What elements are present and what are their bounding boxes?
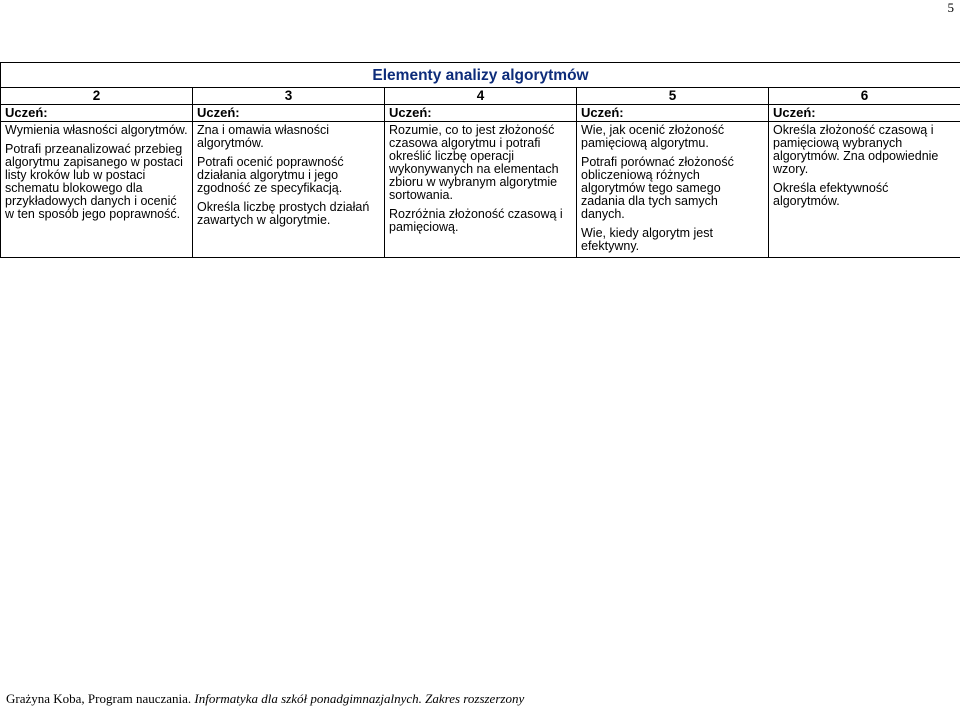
student-label: Uczeń:: [385, 105, 577, 122]
requirement-text: Wie, jak ocenić złożoność pamięciową algorytmu.: [581, 123, 725, 150]
requirement-text: Zna i omawia własności algorytmów.: [197, 123, 329, 150]
grade-2-requirements: [1, 122, 193, 258]
student-label: Uczeń:: [1, 105, 193, 122]
grade-5-requirements: [577, 122, 769, 258]
page-footer: [6, 691, 524, 707]
page-number: 5: [947, 0, 954, 15]
table-title: Elementy analizy algorytmów: [1, 63, 960, 88]
student-label-row: [1, 105, 960, 122]
requirement-text: Określa liczbę prostych działań zawartych w algorytmie.: [197, 200, 370, 227]
requirement-text: Określa efektywność algorytmów.: [773, 181, 889, 208]
grade-6-requirements: [769, 122, 960, 258]
grade-3-requirements: [193, 122, 385, 258]
requirement-text: Potrafi ocenić poprawność działania algorytmu i jego zgodność ze specyfikacją.: [197, 155, 344, 195]
footer-title: Informatyka dla szkół ponadgimnazjalnych. Zakres rozszerzony: [194, 691, 525, 706]
grade-header: 2: [1, 88, 193, 105]
grade-4-requirements: [385, 122, 577, 258]
grade-header: 4: [385, 88, 577, 105]
footer-author: Grażyna Koba, Program nauczania.: [6, 691, 195, 706]
requirement-text: Potrafi porównać złożoność obliczeniową różnych algorytmów tego samego zadania dla tych samych danych.: [581, 155, 734, 221]
title-row: [1, 63, 960, 88]
requirement-text: Określa złożoność czasową i pamięciową wybranych algorytmów. Zna odpowiednie wzory.: [773, 123, 939, 176]
grades-row: [1, 88, 960, 105]
requirement-text: Wymienia własności algorytmów.: [5, 123, 188, 137]
requirement-text: Wie, kiedy algorytm jest efektywny.: [581, 226, 713, 253]
grade-header: 5: [577, 88, 769, 105]
student-label: Uczeń:: [577, 105, 769, 122]
student-label: Uczeń:: [193, 105, 385, 122]
student-label: Uczeń:: [769, 105, 960, 122]
grade-header: 6: [769, 88, 960, 105]
requirement-text: Rozumie, co to jest złożoność czasowa algorytmu i potrafi określić liczbę operacji wykonywanych na elementach zbioru w wybranym algorytmie sortowania.: [389, 123, 559, 202]
requirements-table: [0, 62, 960, 258]
requirement-text: Potrafi przeanalizować przebieg algorytmu zapisanego w postaci listy kroków lub w postaci schematu blokowego dla przykładowych danych i ocenić w ten sposób jego poprawność.: [5, 142, 183, 221]
requirement-text: Rozróżnia złożoność czasową i pamięciową.: [389, 207, 563, 234]
content-row: [1, 122, 960, 258]
grade-header: 3: [193, 88, 385, 105]
